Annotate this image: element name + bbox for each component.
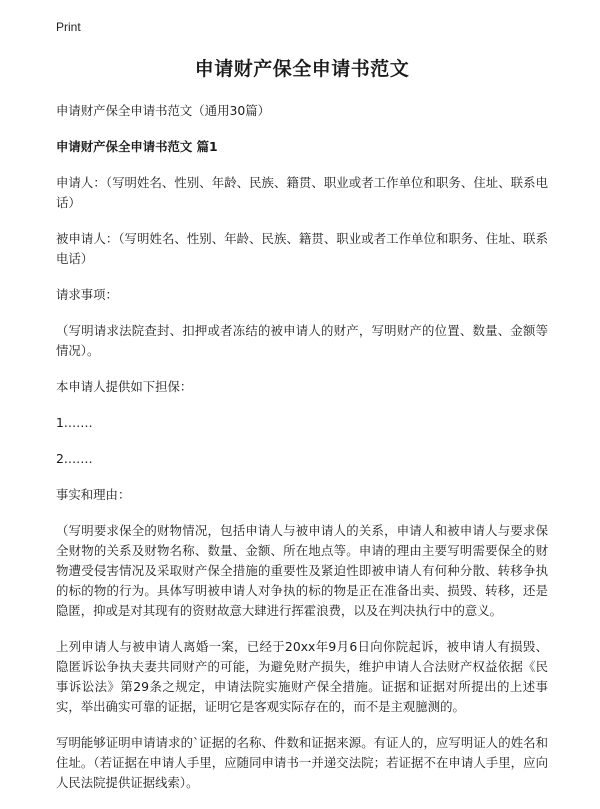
paragraph-request-detail: （写明请求法院查封、扣押或者冻结的被申请人的财产，写明财产的位置、数量、金额等情况）。: [56, 323, 548, 358]
paragraph-guarantee-heading: 本申请人提供如下担保：: [56, 379, 193, 394]
paragraph-respondent: 被申请人：（写明姓名、性别、年龄、民族、籍贯、职业或者工作单位和职务、住址、联系电话）: [56, 231, 548, 266]
paragraph-request-heading: 请求事项：: [56, 287, 118, 302]
paragraph-facts-detail: （写明要求保全的财物情况，包括申请人与被申请人的关系，申请人和被申请人与要求保全财物的关系及财物名称、数量、金额、所在地点等。申请的理由主要写明需要保全的财物遭受侵害情况及采取财产保全措施的重要性及紧迫性即被申请人有何种分散、转移争执的标的物的行为。具体写明被申请人对争执的标的物是正在准备出卖、损毁、转移，还是隐匿，抑或是对其现有的资财故意大肆进行挥霍浪费，以及在判决执行中的意义。: [56, 523, 548, 618]
document-title: 申请财产保全申请书范文: [194, 58, 410, 80]
paragraph-case-statement: 上列申请人与被申请人离婚一案，已经于20xx年9月6日向你院起诉，被申请人有损毁、隐匿诉讼争执夫妻共同财产的可能，为避免财产损失，维护申请人合法财产权益依据《民事诉讼法》第29条之规定，申请法院实施财产保全措施。证据和证据对所提出的上述事实，举出确实可靠的证据，证明它是客观实际存在的，而不是主观臆测的。: [56, 639, 548, 714]
paragraph-applicant: 申请人：（写明姓名、性别、年龄、民族、籍贯、职业或者工作单位和职务、住址、联系电话）: [56, 175, 548, 210]
document-subtitle: 申请财产保全申请书范文（通用30篇）: [56, 103, 271, 118]
section-heading: 申请财产保全申请书范文 篇1: [56, 139, 218, 154]
document-body: [56, 54, 548, 809]
print-label: Print: [56, 20, 81, 34]
paragraph-guarantee-item-2: 2.……: [56, 451, 93, 466]
paragraph-guarantee-item-1: 1.……: [56, 415, 93, 430]
paragraph-evidence: 写明能够证明申请请求的`证据的名称、件数和证据来源。有证人的，应写明证人的姓名和住址。（若证据在申请人手里，应随同申请书一并递交法院；若证据不在申请人手里，应向人民法院提供证据线索）。: [56, 735, 548, 790]
paragraph-facts-heading: 事实和理由：: [56, 487, 131, 502]
